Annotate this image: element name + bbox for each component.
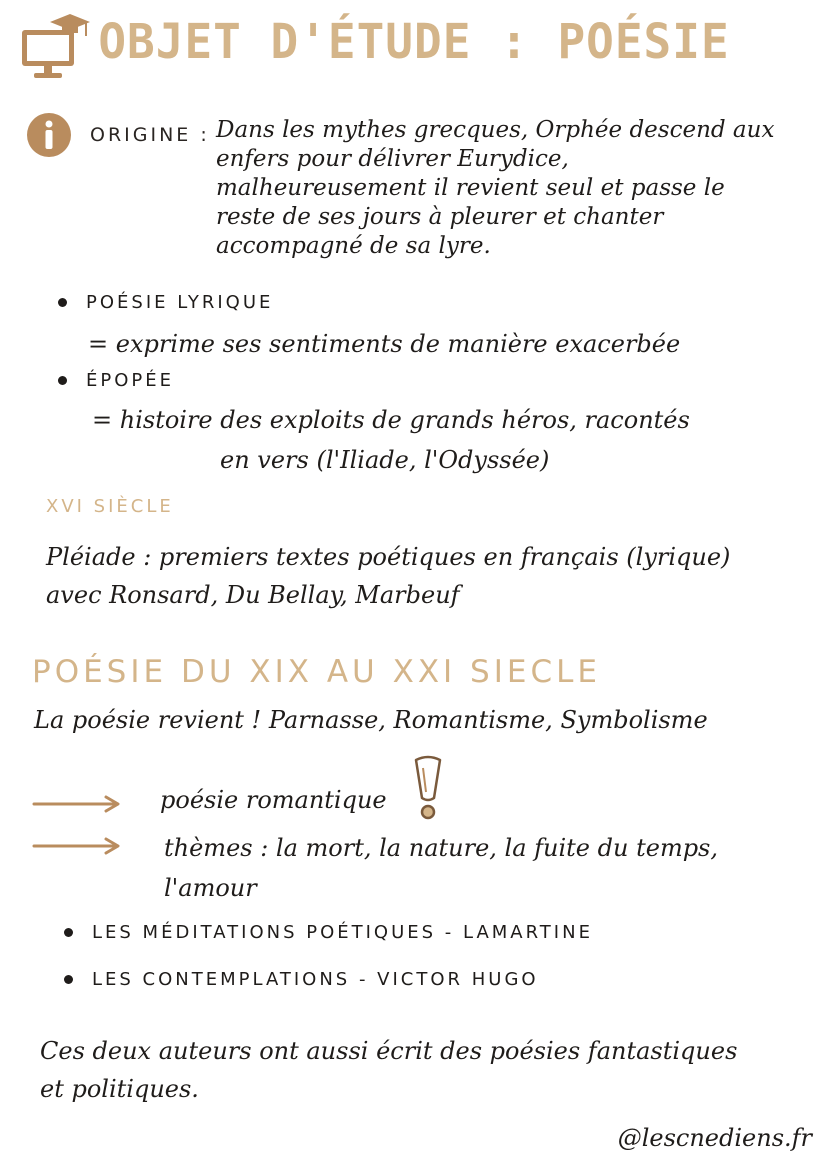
xix-intro: La poésie revient ! Parnasse, Romantisme, Symbolisme: [34, 706, 708, 734]
xvi-line: Pléiade : premiers textes poétiques en français (lyrique): [46, 543, 731, 571]
arrow-right-icon: [32, 794, 122, 814]
origine-line: accompagné de sa lyre.: [216, 233, 491, 259]
origine-line: reste de ses jours à pleurer et chanter: [216, 204, 664, 230]
epopee-definition-cont: en vers (l'Iliade, l'Odyssée): [220, 446, 550, 474]
closing-line: Ces deux auteurs ont aussi écrit des poésies fantastiques: [40, 1037, 738, 1065]
bullet-icon: [58, 298, 67, 307]
epopee-definition: = histoire des exploits de grands héros, racontés: [92, 406, 690, 434]
bullet-icon: [64, 928, 73, 937]
work-item: LES MÉDITATIONS POÉTIQUES - LAMARTINE: [92, 922, 593, 943]
info-icon: [26, 112, 72, 158]
work-item: LES CONTEMPLATIONS - VICTOR HUGO: [92, 969, 539, 990]
page-title: OBJET D'ÉTUDE : POÉSIE: [98, 12, 730, 70]
xix-xxi-heading: POÉSIE DU XIX AU XXI SIECLE: [32, 654, 601, 690]
poesie-romantique: poésie romantique: [160, 786, 387, 814]
closing-line: et politiques.: [40, 1075, 199, 1103]
epopee-label: ÉPOPÉE: [86, 370, 174, 391]
themes-line: thèmes : la mort, la nature, la fuite du temps,: [164, 834, 719, 862]
closing-text: [40, 1032, 810, 1108]
poesie-lyrique-definition: = exprime ses sentiments de manière exacerbée: [88, 330, 681, 358]
xvi-siecle-heading: XVI SIÈCLE: [46, 496, 174, 517]
origine-line: malheureusement il revient seul et passe le: [216, 175, 725, 201]
exclamation-icon: [410, 754, 446, 822]
arrow-right-icon: [32, 836, 122, 856]
bullet-icon: [58, 376, 67, 385]
themes-line: l'amour: [164, 874, 257, 902]
author-handle: @lescnediens.fr: [617, 1124, 812, 1152]
origine-text: [216, 116, 816, 261]
xvi-siecle-text: [46, 538, 816, 614]
themes-text: [164, 828, 784, 908]
origine-label: ORIGINE :: [90, 124, 210, 146]
origine-line: enfers pour délivrer Eurydice,: [216, 146, 569, 172]
xvi-line: avec Ronsard, Du Bellay, Marbeuf: [46, 581, 460, 609]
origine-line: Dans les mythes grecques, Orphée descend aux: [216, 117, 775, 143]
poesie-lyrique-label: POÉSIE LYRIQUE: [86, 292, 274, 313]
bullet-icon: [64, 975, 73, 984]
